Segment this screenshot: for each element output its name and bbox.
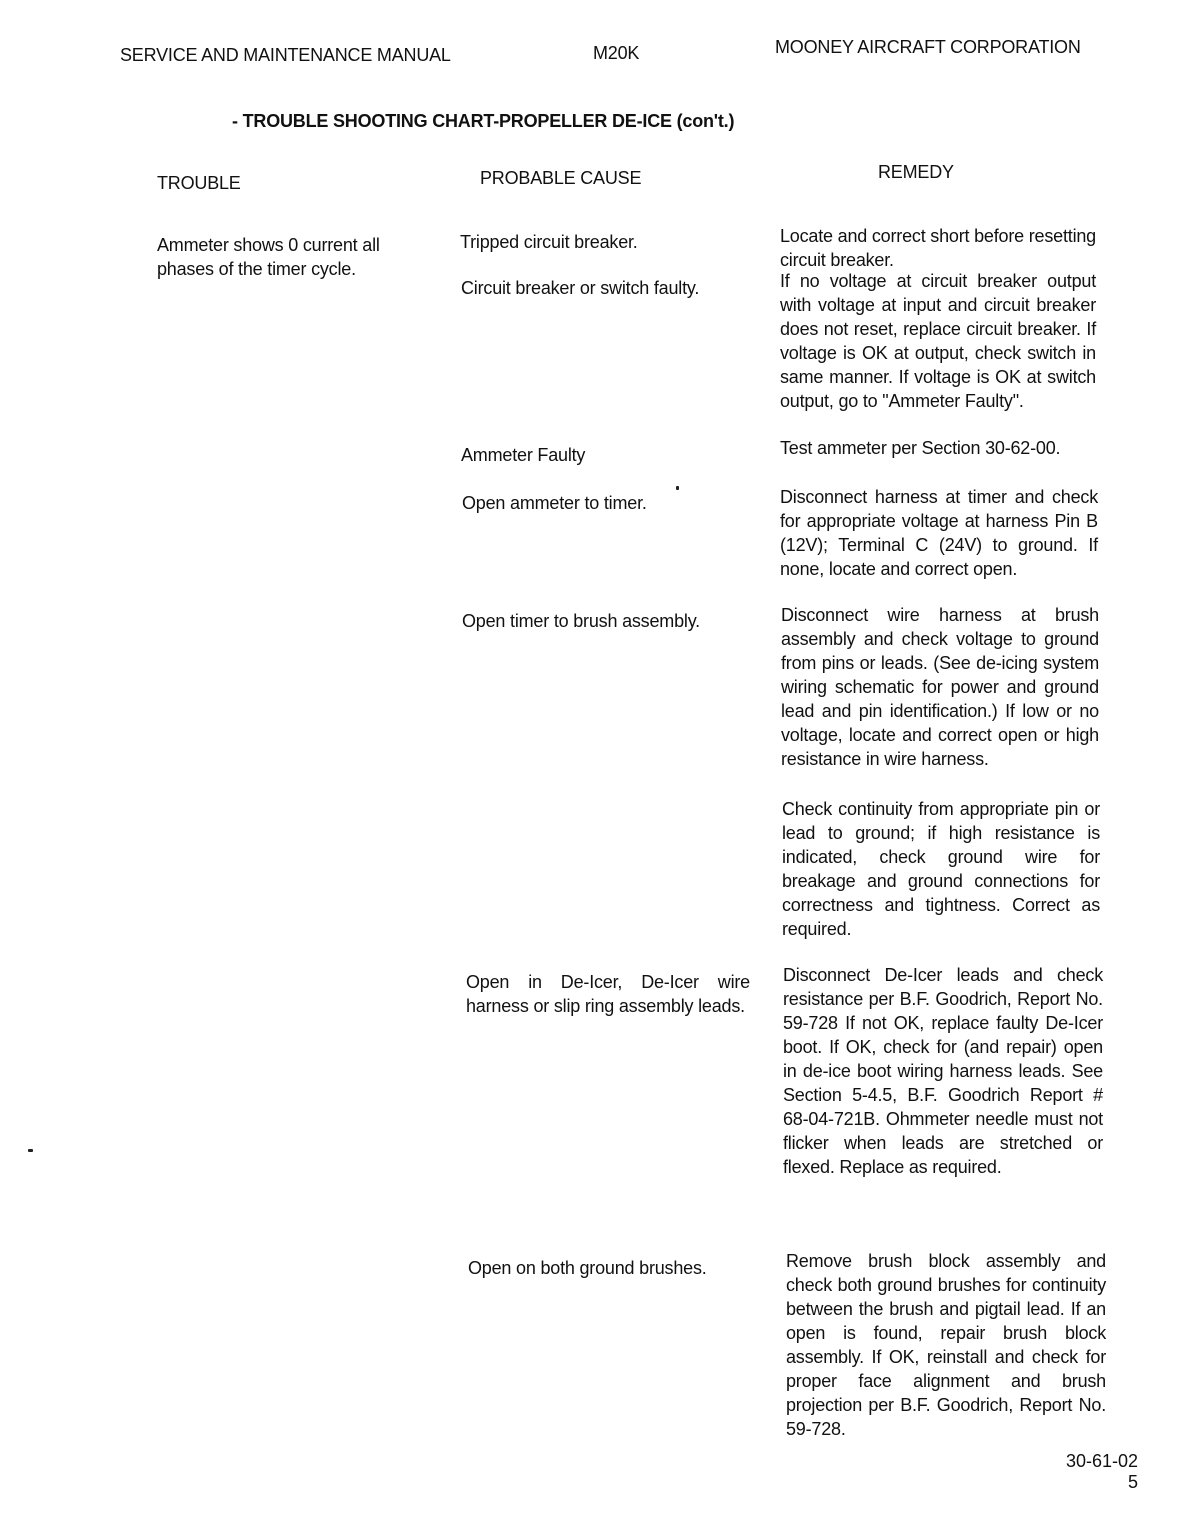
- header-company: MOONEY AIRCRAFT CORPORATION: [775, 37, 1081, 57]
- column-heading-cause: PROBABLE CAUSE: [480, 168, 642, 188]
- cause-tripped-breaker: Tripped circuit breaker.: [460, 232, 638, 252]
- cause-breaker-switch-faulty: Circuit breaker or switch faulty.: [461, 278, 700, 298]
- remedy-ammeter-faulty: Test ammeter per Section 30-62-00.: [780, 438, 1061, 458]
- remedy-open-timer-brush-continuity: Check continuity from appropriate pin or lead to ground; if high resistance is indicated, check ground wire for breakage and ground connections for correctness and tightness. Correct as required.: [782, 799, 1100, 939]
- footer-section-number: 30-61-02: [1065, 1451, 1138, 1471]
- cause-open-deicer: Open in De-Icer, De-Icer wire harness or slip ring assembly leads.: [466, 972, 750, 1016]
- cause-open-ammeter-timer: Open ammeter to timer.: [462, 493, 647, 513]
- remedy-open-timer-brush: Disconnect wire harness at brush assembly and check voltage to ground from pins or leads. (See de-icing system wiring schematic for power and ground lead and pin identification.) If low or no voltage, locate and correct open or high resistance in wire harness.: [781, 605, 1099, 769]
- header-manual-title: SERVICE AND MAINTENANCE MANUAL: [120, 45, 451, 65]
- trouble-text: Ammeter shows 0 current all phases of the timer cycle.: [157, 235, 380, 279]
- scan-speck: [676, 486, 679, 490]
- cause-ammeter-faulty: Ammeter Faulty: [461, 445, 586, 465]
- cause-open-timer-brush: Open timer to brush assembly.: [462, 611, 700, 631]
- footer-page-number: 5: [1127, 1472, 1138, 1492]
- remedy-open-ammeter-timer: Disconnect harness at timer and check for appropriate voltage at harness Pin B (12V); Terminal C (24V) to ground. If none, locate and correct open.: [780, 487, 1098, 579]
- column-heading-trouble: TROUBLE: [157, 173, 241, 193]
- remedy-tripped-breaker: Locate and correct short before resetting circuit breaker.: [780, 226, 1096, 270]
- header-model: M20K: [593, 43, 640, 63]
- remedy-breaker-switch-faulty: If no voltage at circuit breaker output with voltage at input and circuit breaker does not reset, replace circuit breaker. If voltage is OK at output, check switch in same manner. If voltage is OK at switch output, go to "Ammeter Faulty".: [780, 271, 1096, 411]
- remedy-open-ground-brushes: Remove brush block assembly and check both ground brushes for continuity between the brush and pigtail lead. If an open is found, repair brush block assembly. If OK, reinstall and check for proper face alignment and brush projection per B.F. Goodrich, Report No. 59-728.: [786, 1251, 1106, 1439]
- scan-speck: [28, 1149, 33, 1152]
- remedy-open-deicer: Disconnect De-Icer leads and check resistance per B.F. Goodrich, Report No. 59-728 If not OK, replace faulty De-Icer boot. If OK, check for (and repair) open in de-ice boot wiring harness leads. See Section 5-4.5, B.F. Goodrich Report # 68-04-721B. Ohmmeter needle must not flicker when leads are stretched or flexed. Replace as required.: [783, 965, 1103, 1177]
- column-heading-remedy: REMEDY: [878, 162, 954, 182]
- page-title: - TROUBLE SHOOTING CHART-PROPELLER DE-ICE (con't.): [232, 111, 735, 131]
- cause-open-ground-brushes: Open on both ground brushes.: [468, 1258, 707, 1278]
